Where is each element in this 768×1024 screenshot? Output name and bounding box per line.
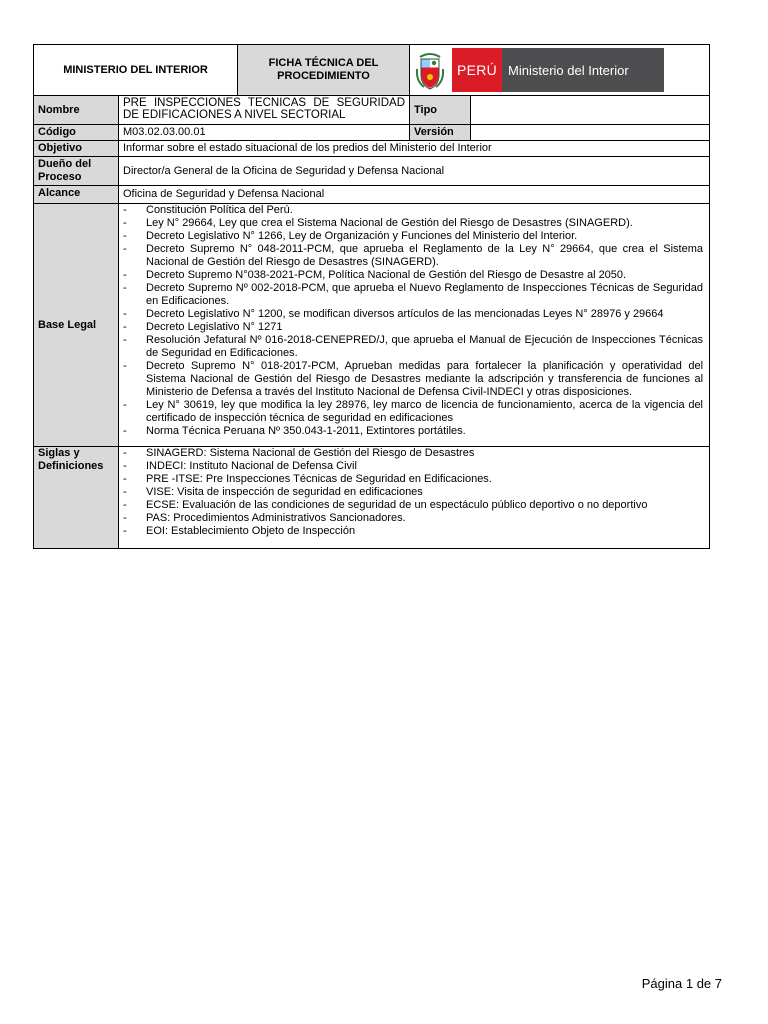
sigla-item: - ECSE: Evaluación de las condiciones de seguridad de un espectáculo público deportivo o no deportivo: [146, 499, 703, 512]
alcance-value: Oficina de Seguridad y Defensa Nacional: [119, 186, 710, 204]
version-label: Versión: [410, 125, 471, 141]
sigla-item: - PRE -ITSE: Pre Inspecciones Técnicas de Seguridad en Edificaciones.: [146, 473, 703, 486]
base-legal-row: [34, 204, 710, 447]
alcance-label: Alcance: [34, 186, 119, 204]
base-legal-item: - Decreto Supremo N°038-2021-PCM, Política Nacional de Gestión del Riesgo de Desastre al 2050.: [146, 269, 703, 282]
tipo-value: [471, 96, 710, 125]
base-legal-item: - Decreto Legislativo N° 1266, Ley de Organización y Funciones del Ministerio del Interior.: [146, 230, 703, 243]
siglas-list: [123, 447, 703, 538]
version-value: [471, 125, 710, 141]
procedure-sheet-table: [33, 44, 710, 549]
objetivo-value: Informar sobre el estado situacional de los predios del Ministerio del Interior: [119, 141, 710, 157]
page-number: Página 1 de 7: [641, 976, 722, 991]
codigo-value: M03.02.03.00.01: [119, 125, 410, 141]
base-legal-list: [123, 204, 703, 438]
ministry-logo: [414, 48, 705, 92]
nombre-row: [34, 96, 710, 125]
base-legal-item: - Resolución Jefatural Nº 016-2018-CENEPRED/J, que aprueba el Manual de Ejecución de Inspecciones Técnicas de Seguridad en Edificaciones.: [146, 334, 703, 360]
base-legal-cell: [119, 204, 710, 447]
base-legal-item: - Decreto Legislativo N° 1200, se modifican diversos artículos de las mencionadas Leyes N° 28976 y 29664: [146, 308, 703, 321]
logo-cell: [410, 45, 710, 96]
siglas-label: Siglas y Definiciones: [34, 447, 119, 549]
objetivo-row: [34, 141, 710, 157]
header-row: [34, 45, 710, 96]
sigla-item: - EOI: Establecimiento Objeto de Inspección: [146, 525, 703, 538]
base-legal-item: - Decreto Supremo N° 048-2011-PCM, que aprueba el Reglamento de la Ley N° 29664, que crea el Sistema Nacional de Gestión del Riesgo de Desastres (SINAGERD).: [146, 243, 703, 269]
sigla-item: - INDECI: Instituto Nacional de Defensa Civil: [146, 460, 703, 473]
alcance-row: [34, 186, 710, 204]
document-type-heading: FICHA TÉCNICA DEL PROCEDIMIENTO: [238, 45, 410, 96]
base-legal-item: - Norma Técnica Peruana Nº 350.043-1-2011, Extintores portátiles.: [146, 425, 703, 438]
base-legal-item: - Decreto Legislativo N° 1271: [146, 321, 703, 334]
sigla-item: - SINAGERD: Sistema Nacional de Gestión del Riesgo de Desastres: [146, 447, 703, 460]
siglas-row: [34, 447, 710, 549]
peru-brand: PERÚ: [452, 48, 502, 92]
ministry-brand: Ministerio del Interior: [502, 48, 664, 92]
codigo-row: [34, 125, 710, 141]
dueno-label: Dueño del Proceso: [34, 157, 119, 186]
base-legal-item: - Constitución Política del Perú.: [146, 204, 703, 217]
dueno-row: [34, 157, 710, 186]
base-legal-item: - Decreto Supremo Nº 002-2018-PCM, que aprueba el Nuevo Reglamento de Inspecciones Técnicas de Seguridad en Edificaciones.: [146, 282, 703, 308]
tipo-label: Tipo: [410, 96, 471, 125]
base-legal-item: - Ley N° 29664, Ley que crea el Sistema Nacional de Gestión del Riesgo de Desastres (SINAGERD).: [146, 217, 703, 230]
codigo-label: Código: [34, 125, 119, 141]
base-legal-label: Base Legal: [34, 204, 119, 447]
siglas-cell: [119, 447, 710, 549]
nombre-value: PRE INSPECCIONES TECNICAS DE SEGURIDAD DE EDIFICACIONES A NIVEL SECTORIAL: [119, 96, 410, 125]
nombre-label: Nombre: [34, 96, 119, 125]
coat-of-arms-icon: [414, 49, 446, 91]
base-legal-item: - Ley N° 30619, ley que modifica la ley 28976, ley marco de licencia de funcionamiento, acerca de la vigencia del certificado de inspección técnica de seguridad en edificaciones: [146, 399, 703, 425]
sigla-item: - VISE: Visita de inspección de seguridad en edificaciones: [146, 486, 703, 499]
base-legal-item: - Decreto Supremo N° 018-2017-PCM, Aprueban medidas para fortalecer la planificación y operatividad del Sistema Nacional de Gestión del Riesgo de Desastres mediante la adscripción y transferencia de funciones al Ministerio de Defensa a través del Instituto Nacional de Defensa Civil-INDECI y otras disposiciones.: [146, 360, 703, 399]
dueno-value: Director/a General de la Oficina de Seguridad y Defensa Nacional: [119, 157, 710, 186]
sigla-item: - PAS: Procedimientos Administrativos Sancionadores.: [146, 512, 703, 525]
objetivo-label: Objetivo: [34, 141, 119, 157]
ministry-heading: MINISTERIO DEL INTERIOR: [34, 45, 238, 96]
